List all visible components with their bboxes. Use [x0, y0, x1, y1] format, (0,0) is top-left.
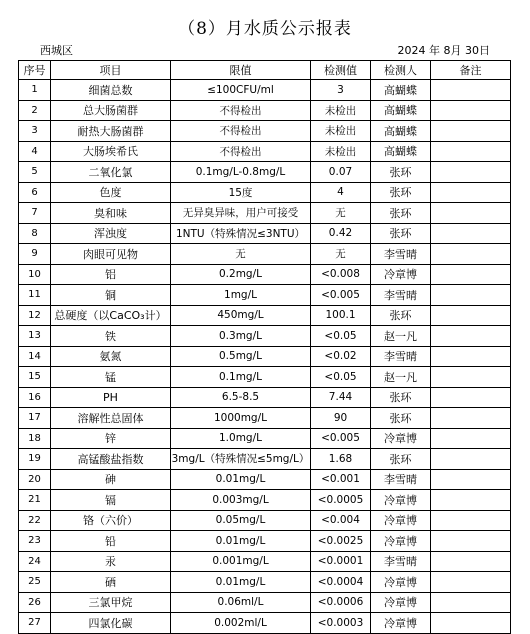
cell-no: 19 [19, 449, 51, 470]
cell-no: 21 [19, 490, 51, 511]
cell-limit: 0.001mg/L [171, 551, 311, 572]
cell-tester: 高蝴蝶 [371, 141, 431, 162]
cell-value: 无 [311, 244, 371, 265]
cell-note [431, 469, 511, 490]
cell-value: <0.05 [311, 367, 371, 388]
cell-no: 20 [19, 469, 51, 490]
cell-item: 砷 [51, 469, 171, 490]
table-row [19, 162, 511, 183]
table-row [19, 428, 511, 449]
cell-item: 浑浊度 [51, 223, 171, 244]
cell-value: <0.05 [311, 326, 371, 347]
cell-limit: 0.06ml/L [171, 592, 311, 613]
cell-note [431, 223, 511, 244]
table-row [19, 346, 511, 367]
table-header-row [19, 61, 511, 80]
cell-item: 汞 [51, 551, 171, 572]
cell-tester: 张环 [371, 387, 431, 408]
cell-tester: 冷章博 [371, 592, 431, 613]
cell-tester: 李雪晴 [371, 346, 431, 367]
water-quality-table [18, 60, 511, 634]
cell-item: 铬（六价） [51, 510, 171, 531]
cell-item: 溶解性总固体 [51, 408, 171, 429]
cell-value: <0.0005 [311, 490, 371, 511]
cell-no: 7 [19, 203, 51, 224]
cell-limit: 3mg/L（特殊情况≤5mg/L） [171, 449, 311, 470]
cell-item: PH [51, 387, 171, 408]
table-row [19, 182, 511, 203]
cell-no: 8 [19, 223, 51, 244]
table-row [19, 408, 511, 429]
table-row [19, 490, 511, 511]
cell-value: <0.008 [311, 264, 371, 285]
cell-limit: 0.3mg/L [171, 326, 311, 347]
cell-limit: 1NTU（特殊情况≤3NTU） [171, 223, 311, 244]
cell-no: 18 [19, 428, 51, 449]
table-row [19, 449, 511, 470]
cell-no: 6 [19, 182, 51, 203]
header-item: 项目 [51, 61, 171, 80]
cell-tester: 高蝴蝶 [371, 121, 431, 142]
cell-note [431, 80, 511, 101]
cell-value: <0.0025 [311, 531, 371, 552]
cell-value: <0.005 [311, 428, 371, 449]
cell-tester: 张环 [371, 305, 431, 326]
cell-tester: 赵一凡 [371, 326, 431, 347]
cell-no: 23 [19, 531, 51, 552]
table-row [19, 100, 511, 121]
cell-value: 90 [311, 408, 371, 429]
cell-tester: 高蝴蝶 [371, 80, 431, 101]
cell-item: 氨氮 [51, 346, 171, 367]
cell-limit: 450mg/L [171, 305, 311, 326]
cell-value: <0.0004 [311, 572, 371, 593]
table-row [19, 264, 511, 285]
cell-note [431, 326, 511, 347]
cell-no: 1 [19, 80, 51, 101]
cell-value: <0.001 [311, 469, 371, 490]
cell-tester: 张环 [371, 203, 431, 224]
cell-item: 镉 [51, 490, 171, 511]
cell-tester: 李雪晴 [371, 469, 431, 490]
table-row [19, 141, 511, 162]
cell-no: 12 [19, 305, 51, 326]
cell-note [431, 100, 511, 121]
cell-item: 锌 [51, 428, 171, 449]
cell-no: 16 [19, 387, 51, 408]
cell-note [431, 551, 511, 572]
cell-note [431, 449, 511, 470]
cell-limit: 0.01mg/L [171, 531, 311, 552]
report-date: 2024 年 8月 30日 [397, 44, 490, 57]
table-row [19, 469, 511, 490]
cell-limit: 1.0mg/L [171, 428, 311, 449]
cell-value: 3 [311, 80, 371, 101]
cell-no: 2 [19, 100, 51, 121]
cell-note [431, 510, 511, 531]
cell-limit: 0.1mg/L-0.8mg/L [171, 162, 311, 183]
cell-no: 22 [19, 510, 51, 531]
table-row [19, 223, 511, 244]
cell-no: 24 [19, 551, 51, 572]
header-tester: 检测人 [371, 61, 431, 80]
cell-limit: 无异臭异味，用户可接受 [171, 203, 311, 224]
cell-item: 硒 [51, 572, 171, 593]
cell-item: 二氧化氯 [51, 162, 171, 183]
cell-note [431, 182, 511, 203]
cell-tester: 冷章博 [371, 428, 431, 449]
header-limit: 限值 [171, 61, 311, 80]
cell-no: 17 [19, 408, 51, 429]
cell-no: 10 [19, 264, 51, 285]
table-row [19, 285, 511, 306]
cell-item: 总硬度（以CaCO₃计） [51, 305, 171, 326]
cell-note [431, 305, 511, 326]
cell-value: 4 [311, 182, 371, 203]
cell-note [431, 121, 511, 142]
cell-limit: 无 [171, 244, 311, 265]
cell-note [431, 592, 511, 613]
cell-no: 15 [19, 367, 51, 388]
cell-item: 臭和味 [51, 203, 171, 224]
cell-note [431, 244, 511, 265]
cell-value: 未检出 [311, 141, 371, 162]
cell-value: 7.44 [311, 387, 371, 408]
cell-tester: 冷章博 [371, 531, 431, 552]
cell-limit: 不得检出 [171, 100, 311, 121]
cell-note [431, 346, 511, 367]
cell-no: 9 [19, 244, 51, 265]
cell-limit: 1mg/L [171, 285, 311, 306]
cell-value: <0.004 [311, 510, 371, 531]
table-row [19, 592, 511, 613]
cell-note [431, 367, 511, 388]
cell-item: 总大肠菌群 [51, 100, 171, 121]
cell-no: 5 [19, 162, 51, 183]
header-value: 检测值 [311, 61, 371, 80]
table-row [19, 203, 511, 224]
cell-note [431, 162, 511, 183]
cell-limit: 0.003mg/L [171, 490, 311, 511]
header-no: 序号 [19, 61, 51, 80]
cell-item: 铜 [51, 285, 171, 306]
cell-tester: 冷章博 [371, 572, 431, 593]
cell-limit: 0.1mg/L [171, 367, 311, 388]
cell-value: <0.0006 [311, 592, 371, 613]
cell-no: 4 [19, 141, 51, 162]
cell-item: 肉眼可见物 [51, 244, 171, 265]
cell-item: 耐热大肠菌群 [51, 121, 171, 142]
cell-value: 未检出 [311, 121, 371, 142]
cell-no: 11 [19, 285, 51, 306]
cell-note [431, 408, 511, 429]
cell-item: 四氯化碳 [51, 613, 171, 634]
table-row [19, 121, 511, 142]
cell-limit: ≤100CFU/ml [171, 80, 311, 101]
cell-limit: 1000mg/L [171, 408, 311, 429]
cell-limit: 0.002ml/L [171, 613, 311, 634]
cell-item: 铅 [51, 531, 171, 552]
cell-limit: 15度 [171, 182, 311, 203]
table-row [19, 572, 511, 593]
cell-tester: 李雪晴 [371, 551, 431, 572]
cell-no: 25 [19, 572, 51, 593]
cell-note [431, 141, 511, 162]
table-body [19, 80, 511, 634]
cell-value: 无 [311, 203, 371, 224]
cell-value: <0.005 [311, 285, 371, 306]
cell-tester: 高蝴蝶 [371, 100, 431, 121]
cell-limit: 不得检出 [171, 141, 311, 162]
cell-no: 14 [19, 346, 51, 367]
cell-no: 26 [19, 592, 51, 613]
cell-item: 锰 [51, 367, 171, 388]
report-title: （8）月水质公示报表 [178, 19, 352, 39]
cell-note [431, 387, 511, 408]
header-note: 备注 [431, 61, 511, 80]
table-row [19, 305, 511, 326]
cell-tester: 张环 [371, 449, 431, 470]
cell-tester: 张环 [371, 223, 431, 244]
cell-value: 100.1 [311, 305, 371, 326]
cell-tester: 张环 [371, 182, 431, 203]
cell-tester: 冷章博 [371, 490, 431, 511]
cell-no: 27 [19, 613, 51, 634]
cell-value: 0.07 [311, 162, 371, 183]
cell-note [431, 285, 511, 306]
cell-no: 3 [19, 121, 51, 142]
district-label: 西城区 [40, 44, 73, 57]
cell-item: 三氯甲烷 [51, 592, 171, 613]
cell-limit: 0.05mg/L [171, 510, 311, 531]
cell-tester: 张环 [371, 162, 431, 183]
cell-value: <0.0003 [311, 613, 371, 634]
cell-limit: 0.01mg/L [171, 469, 311, 490]
cell-limit: 6.5-8.5 [171, 387, 311, 408]
cell-limit: 0.01mg/L [171, 572, 311, 593]
cell-note [431, 428, 511, 449]
cell-value: <0.02 [311, 346, 371, 367]
cell-value: 未检出 [311, 100, 371, 121]
table-row [19, 367, 511, 388]
table-row [19, 244, 511, 265]
cell-item: 铁 [51, 326, 171, 347]
cell-tester: 冷章博 [371, 613, 431, 634]
cell-tester: 李雪晴 [371, 244, 431, 265]
cell-no: 13 [19, 326, 51, 347]
cell-note [431, 572, 511, 593]
cell-value: 0.42 [311, 223, 371, 244]
table-row [19, 80, 511, 101]
cell-tester: 张环 [371, 408, 431, 429]
table-row [19, 510, 511, 531]
cell-limit: 0.2mg/L [171, 264, 311, 285]
cell-tester: 冷章博 [371, 510, 431, 531]
cell-item: 细菌总数 [51, 80, 171, 101]
cell-note [431, 490, 511, 511]
cell-item: 高锰酸盐指数 [51, 449, 171, 470]
cell-note [431, 264, 511, 285]
table-row [19, 551, 511, 572]
table-row [19, 326, 511, 347]
cell-note [431, 203, 511, 224]
table-row [19, 387, 511, 408]
cell-item: 色度 [51, 182, 171, 203]
cell-limit: 不得检出 [171, 121, 311, 142]
cell-item: 大肠埃希氏 [51, 141, 171, 162]
cell-note [431, 531, 511, 552]
cell-tester: 冷章博 [371, 264, 431, 285]
cell-item: 铝 [51, 264, 171, 285]
cell-tester: 赵一凡 [371, 367, 431, 388]
cell-value: 1.68 [311, 449, 371, 470]
cell-limit: 0.5mg/L [171, 346, 311, 367]
cell-tester: 李雪晴 [371, 285, 431, 306]
table-row [19, 531, 511, 552]
cell-value: <0.0001 [311, 551, 371, 572]
